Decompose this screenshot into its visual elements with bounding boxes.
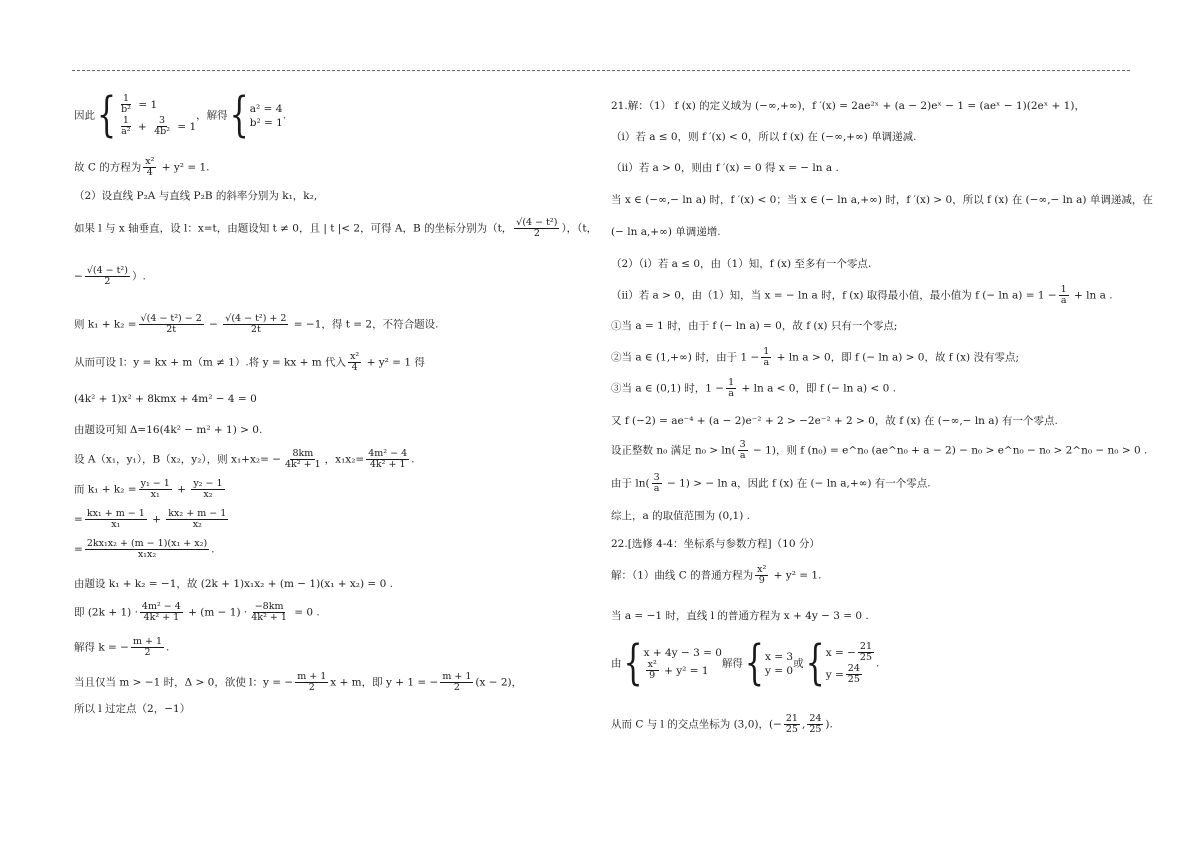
solution-1: x = 3 y = 0: [765, 650, 794, 677]
line-q21-case-1: ①当 a = 1 时，由于 f (− ln a) = 0，故 f (x) 只有一个零点;: [611, 320, 898, 332]
line-vertical-case: 如果 l 与 x 轴垂直，设 l：x=t，由题设知 t ≠ 0，且 | t |< 2，可得 A，B 的坐标分别为（t， $\frac{\text{√(4 − t²)}}{2}$ ），（t，: [74, 217, 598, 240]
line-q21-part2-i: （2）（ⅰ）若 a ≤ 0，由（1）知，f (x) 至多有一个零点.: [611, 258, 872, 270]
line-q21-f-minus2: 又 f (−2) = ae⁻⁴ + (a − 2)e⁻² + 2 > −2e⁻² + 2 > 0，故 f (x) 在 (−∞,− ln a) 有一个零点.: [611, 415, 1058, 427]
line-q21-derivative: 21.解：（1） f (x) 的定义域为 (−∞,+∞)，f ′(x) = 2ae²ˣ + (a − 2)eˣ − 1 = (aeˣ − 1)(2eˣ + 1)，: [611, 100, 1085, 112]
line-slope-sum-1: 而 k₁ + k₂ = $\frac{\text{y₁ − 1}}{\text{x₁}}$ + $\frac{\text{y₂ − 1}}{\text{x₂}}$: [74, 478, 223, 501]
solution-2: x = − $\frac{21}{25}$ y = $\frac{24}{25}$: [825, 641, 872, 686]
equation-system: $\frac{1}{\text{b²}}$ = 1 $\frac{1}{\text{a²}}$ + $\frac{3}{\text{4b²}}$ = 1: [121, 93, 197, 138]
line-q21-case-3: ③当 a ∈ (0,1) 时，1 − $\frac{1}{a}$ + ln a < 0，即 f (− ln a) < 0 .: [611, 377, 896, 400]
line-slope-sum-2: = $\frac{\text{kx₁ + m − 1}}{\text{x₁}}$ + $\frac{\text{kx₂ + m − 1}}{\text{x₂}}$: [74, 508, 227, 531]
line-q21-second-zero: 由于 ln( $\frac{3}{a}$ − 1) > − ln a，因此 f (x) 在 (− ln a,+∞) 有一个零点.: [611, 472, 931, 495]
line-slope-sum-check: 则 k₁ + k₂ = $\frac{\text{√(4 − t²) − 2}}{2t}$ − $\frac{\text{√(4 − t²) + 2}}{2t}$ = −1，得 t = 2，不符合题设.: [74, 313, 439, 336]
line-substitute-line: 从而可设 l：y = kx + m（m ≠ 1）.将 y = kx + m 代入 $\frac{\text{x²}}{4}$ + y² = 1 得: [74, 351, 425, 374]
line-part2-intro: （2）设直线 P₂A 与直线 P₂B 的斜率分别为 k₁，k₂,: [74, 190, 318, 202]
line-condition: 由题设 k₁ + k₂ = −1，故 (2k + 1)x₁x₂ + (m − 1)(x₁ + x₂) = 0 .: [74, 578, 393, 590]
line-substituted: 即 (2k + 1) · $\frac{\text{4m² − 4}}{\text{4k² + 1}}$ + (m − 1) · $\frac{-8km}{\text{4k² + 1}}$ = 0 .: [74, 601, 320, 624]
line-vertical-case-cont: − $\frac{\text{√(4 − t²)}}{2}$ ）.: [74, 265, 146, 288]
line-q21-conclusion: 综上，a 的取值范围为 (0,1) .: [611, 510, 751, 522]
line-q22-line: 当 a = −1 时，直线 l 的普通方程为 x + 4y − 3 = 0 .: [611, 610, 869, 622]
line-ellipse-equation: 故 C 的方程为 $\frac{\text{x²}}{4}$ + y² = 1.: [74, 156, 210, 179]
line-q21-monotonic-cont: (− ln a,+∞) 单调递增.: [611, 226, 721, 238]
result-system: a² = 4 b² = 1: [249, 102, 283, 129]
line-discriminant: 由题设可知 Δ=16(4k² − m² + 1) > 0.: [74, 424, 263, 436]
line-q21-case-i: （ⅰ）若 a ≤ 0，则 f ′(x) < 0，所以 f (x) 在 (−∞,+∞) 单调递减.: [611, 131, 917, 143]
line-q21-n0: 设正整数 n₀ 满足 n₀ > ln( $\frac{3}{a}$ − 1)，则 f (n₀) = e^n₀ (ae^n₀ + a − 2) − n₀ > e^n₀ − n₀ > 2^n₀ − n₀ > 0 .: [611, 439, 1148, 462]
system-line-curve: x + 4y − 3 = 0 $\frac{\text{x²}}{9}$ + y² = 1: [643, 646, 722, 682]
line-q22-intersections: 从而 C 与 l 的交点坐标为 (3,0)，(− $\frac{21}{25}$ , $\frac{24}{25}$ ).: [611, 713, 833, 736]
line-q21-case-2: ②当 a ∈ (1,+∞) 时，由于 1 − $\frac{1}{a}$ + ln a > 0，即 f (− ln a) > 0，故 f (x) 没有零点;: [611, 346, 1020, 369]
line-solve-k: 解得 k = − $\frac{m + 1}{2}$ .: [74, 636, 170, 659]
line-slope-sum-3: = $\frac{\text{2kx₁x₂ + (m − 1)(x₁ + x₂)}}{\text{x₁x₂}}$ .: [74, 538, 215, 561]
line-vieta: 设 A（x₁，y₁），B（x₂，y₂），则 x₁+x₂= − $\frac{8km}{\text{4k² + 1}}$ ，x₁x₂= $\frac{\text{4m² − 4}}{\text{4k² + 1}}$ .: [74, 448, 415, 471]
line-q21-monotonic: 当 x ∈ (−∞,− ln a) 时，f ′(x) < 0；当 x ∈ (− ln a,+∞) 时，f ′(x) > 0，所以 f (x) 在 (−∞,− ln a) 单调递减，在: [611, 194, 1153, 206]
line-fixed-point: 所以 l 过定点（2，−1）: [74, 703, 191, 715]
line-q22-curve: 解：（1）曲线 C 的普通方程为 $\frac{\text{x²}}{9}$ + y² = 1.: [611, 564, 822, 587]
line-system-solution: 因此{ $\frac{1}{\text{b²}}$ = 1 $\frac{1}{\text{a²}}$ + $\frac{3}{\text{4b²}}$ = 1 ，解得{ a² = 4 b² = 1 .: [74, 87, 287, 144]
line-q22-title: 22.[选修 4-4：坐标系与参数方程]（10 分）: [611, 538, 820, 550]
header-rule: [72, 70, 1130, 71]
line-q22-solve-system: 由{ x + 4y − 3 = 0 $\frac{\text{x²}}{9}$ + y² = 1 解得{ x = 3 y = 0 或{ x = − $\frac{21}{25}$ y = $\frac{24}{25}$ .: [611, 635, 880, 692]
line-q21-part2-ii: （ⅱ）若 a > 0，由（1）知，当 x = − ln a 时，f (x) 取得最小值，最小值为 f (− ln a) = 1 − $\frac{1}{a}$ + ln a .: [611, 284, 1113, 307]
left-brace: {: [97, 87, 117, 144]
line-q21-case-ii: （ⅱ）若 a > 0，则由 f ′(x) = 0 得 x = − ln a .: [611, 162, 839, 174]
line-fixed-point-derivation: 当且仅当 m > −1 时，Δ > 0，欲使 l：y = − $\frac{m + 1}{2}$ x + m，即 y + 1 = − $\frac{m + 1}{2}$ (x − 2)，: [74, 671, 523, 694]
line-quadratic: (4k² + 1)x² + 8kmx + 4m² − 4 = 0: [74, 393, 257, 405]
